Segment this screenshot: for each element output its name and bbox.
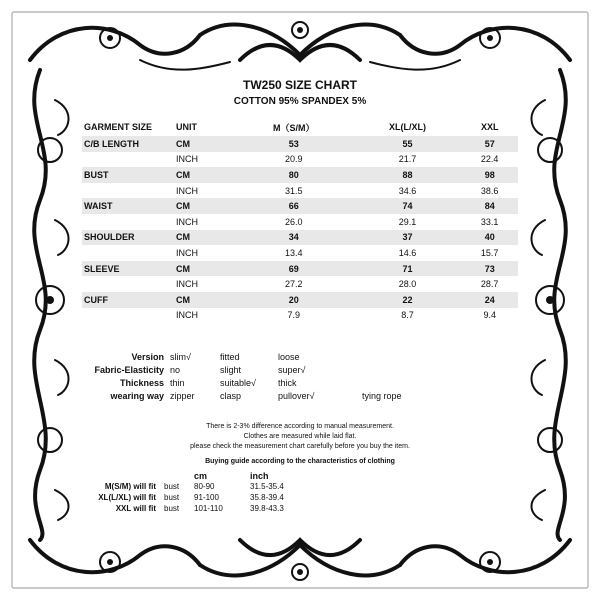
value-size-xl: 74	[354, 198, 462, 214]
attr-label: Thickness	[119, 377, 164, 388]
row-unit: INCH	[176, 216, 198, 227]
chart-title: TW250 SIZE CHART	[242, 78, 357, 92]
header-size-xxl: XXL	[480, 122, 499, 132]
attr-option: thick	[278, 377, 297, 388]
row-label: BUST	[82, 167, 174, 183]
size-table-row	[82, 214, 518, 230]
row-unit: CM	[174, 230, 234, 246]
size-table-row	[82, 245, 518, 261]
buying-guide-title: Buying guide according to the characteristics of clothing	[205, 458, 395, 465]
value-size-xxl: 84	[461, 198, 518, 214]
row-unit: INCH	[176, 185, 198, 196]
buying-guide-row	[82, 481, 314, 492]
row-unit: INCH	[176, 154, 198, 165]
header-size-xl: XL(L/XL)	[389, 122, 426, 132]
row-unit: INCH	[176, 310, 198, 321]
attr-option: slim√	[170, 351, 191, 362]
size-table-row	[82, 261, 518, 277]
value-size-m: 31.5	[285, 185, 303, 196]
size-table-row	[82, 152, 518, 168]
row-unit: INCH	[176, 279, 198, 290]
attr-option: pullover√	[278, 390, 315, 401]
value-size-m: 69	[234, 261, 354, 277]
value-size-xxl: 98	[461, 167, 518, 183]
garment-attributes	[82, 350, 518, 402]
row-label	[82, 183, 174, 199]
value-size-m: 66	[234, 198, 354, 214]
guide-part: bust	[164, 493, 180, 502]
size-table-row	[82, 276, 518, 292]
value-size-xxl: 40	[461, 230, 518, 246]
row-label	[82, 214, 174, 230]
note-line: There is 2-3% difference according to manual measurement.	[206, 423, 394, 430]
row-label	[82, 152, 174, 168]
value-size-xl: 37	[354, 230, 462, 246]
value-size-xl: 34.6	[398, 185, 417, 196]
attr-option: slight	[220, 364, 242, 375]
value-size-xxl: 33.1	[480, 216, 499, 227]
note-line: please check the measurement chart carefully before you buy the item.	[190, 443, 410, 450]
attr-option: thin	[170, 377, 185, 388]
attr-option: no	[170, 364, 181, 375]
row-unit: CM	[174, 136, 234, 152]
row-unit: CM	[174, 167, 234, 183]
attr-label: Fabric-Elasticity	[94, 364, 164, 375]
value-size-m: 53	[234, 136, 354, 152]
guide-inch: 31.5-35.4	[250, 482, 284, 491]
size-table-row	[82, 183, 518, 199]
header-garment-size: GARMENT SIZE	[84, 122, 153, 132]
value-size-xl: 29.1	[398, 216, 417, 227]
attr-version	[82, 350, 518, 363]
attr-option: fitted	[220, 351, 240, 362]
size-table-row	[82, 230, 518, 246]
guide-part: bust	[164, 482, 180, 491]
attr-option: loose	[278, 351, 300, 362]
value-size-xxl: 57	[461, 136, 518, 152]
value-size-m: 7.9	[287, 310, 301, 321]
guide-size: M(S/M) will fit	[104, 482, 156, 491]
guide-inch: 39.8-43.3	[250, 504, 284, 513]
size-chart-sheet	[82, 70, 518, 513]
row-label: SHOULDER	[82, 230, 174, 246]
note-line: Clothes are measured while laid flat.	[243, 433, 357, 440]
fabric-composition: COTTON 95% SPANDEX 5%	[233, 96, 367, 107]
guide-cm: 91-100	[194, 493, 219, 502]
value-size-xl: 71	[354, 261, 462, 277]
row-label: SLEEVE	[82, 261, 174, 277]
value-size-xl: 22	[354, 292, 462, 308]
value-size-xl: 55	[354, 136, 462, 152]
row-unit: INCH	[176, 247, 198, 258]
value-size-xxl: 15.7	[480, 247, 499, 258]
value-size-m: 27.2	[285, 279, 303, 290]
attr-option: super√	[278, 364, 306, 375]
attr-option: clasp	[220, 390, 242, 401]
attr-wearing-way	[82, 389, 518, 402]
buying-guide-table	[82, 470, 314, 514]
buying-guide-row	[82, 492, 314, 503]
attr-thickness	[82, 376, 518, 389]
value-size-xl: 28.0	[398, 279, 417, 290]
attr-label: Version	[131, 351, 164, 362]
attr-label: wearing way	[110, 390, 164, 401]
guide-cm: 101-110	[194, 504, 223, 513]
row-label: CUFF	[82, 292, 174, 308]
value-size-xl: 14.6	[398, 247, 417, 258]
value-size-xxl: 9.4	[483, 310, 496, 321]
guide-cm: 80-90	[194, 482, 215, 491]
value-size-m: 13.4	[285, 247, 303, 258]
value-size-m: 26.0	[285, 216, 303, 227]
measurement-notes	[82, 422, 518, 452]
value-size-xxl: 38.6	[480, 185, 499, 196]
value-size-m: 80	[234, 167, 354, 183]
value-size-m: 20	[234, 292, 354, 308]
guide-header-inch: inch	[250, 470, 269, 481]
size-table-row	[82, 198, 518, 214]
row-label: C/B LENGTH	[82, 136, 174, 152]
row-label	[82, 308, 174, 324]
value-size-xxl: 22.4	[480, 154, 499, 165]
row-label	[82, 245, 174, 261]
value-size-m: 20.9	[285, 154, 303, 165]
guide-header-cm: cm	[194, 470, 208, 481]
value-size-xxl: 73	[461, 261, 518, 277]
value-size-xxl: 24	[461, 292, 518, 308]
row-label: WAIST	[82, 198, 174, 214]
value-size-xl: 21.7	[398, 154, 417, 165]
row-label	[82, 276, 174, 292]
row-unit: CM	[174, 198, 234, 214]
size-table-header	[82, 118, 518, 136]
size-table	[82, 118, 518, 323]
row-unit: CM	[174, 292, 234, 308]
buying-guide-header	[82, 470, 314, 481]
buying-guide-row	[82, 503, 314, 514]
guide-part: bust	[164, 504, 180, 513]
value-size-m: 34	[234, 230, 354, 246]
value-size-xl: 88	[354, 167, 462, 183]
size-table-row	[82, 292, 518, 308]
size-table-row	[82, 167, 518, 183]
header-size-m: M（S/M）	[273, 122, 315, 133]
header-unit: UNIT	[176, 122, 197, 132]
value-size-xl: 8.7	[401, 310, 414, 321]
attr-option: suitable√	[220, 377, 256, 388]
size-table-row	[82, 308, 518, 324]
guide-size: XL(L/XL) will fit	[98, 493, 156, 502]
attr-option: tying rope	[362, 390, 402, 401]
attr-elasticity	[82, 363, 518, 376]
value-size-xxl: 28.7	[480, 279, 499, 290]
size-table-row	[82, 136, 518, 152]
attr-option: zipper	[170, 390, 195, 401]
guide-inch: 35.8-39.4	[250, 493, 284, 502]
guide-size: XXL will fit	[115, 504, 156, 513]
row-unit: CM	[174, 261, 234, 277]
